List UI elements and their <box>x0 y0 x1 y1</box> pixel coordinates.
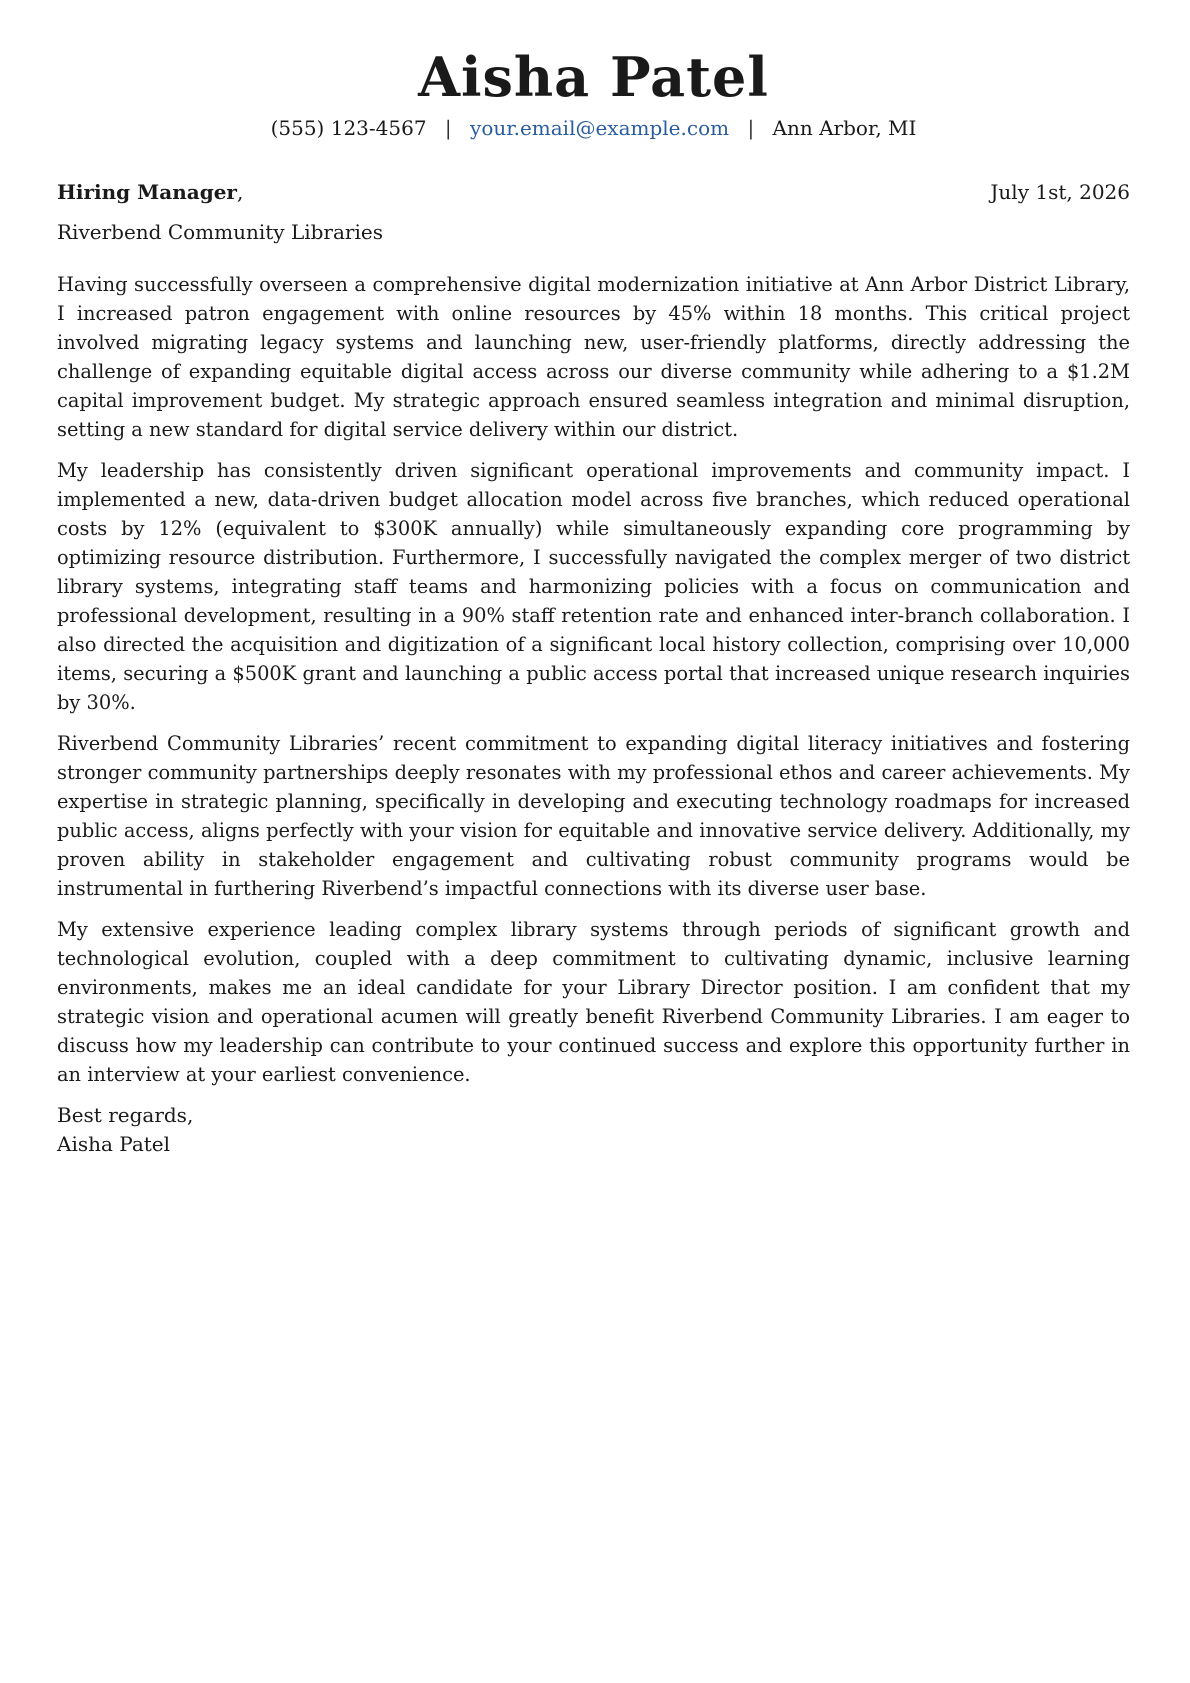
letter-date: July 1st, 2026 <box>990 180 1130 204</box>
recipient-name: Hiring Manager <box>57 180 237 204</box>
recipient-organization: Riverbend Community Libraries <box>57 220 383 244</box>
recipient-line <box>57 178 243 206</box>
body-paragraph: My leadership has consistently driven significant operational improvements and community impact. I implemented a new, data-driven budget allocation model across five branches, which reduced operational costs by 12% (equivalent to $300K annually) while simultaneously expanding core programming by optimizing resource distribution. Furthermore, I successfully navigated the complex merger of two district library systems, integrating staff teams and harmonizing policies with a focus on communication and professional development, resulting in a 90% staff retention rate and enhanced inter-branch collaboration. I also directed the acquisition and digitization of a significant local history collection, comprising over 10,000 items, securing a $500K grant and launching a public access portal that increased unique research inquiries by 30%. <box>57 459 1130 714</box>
recipient-comma: , <box>236 180 244 204</box>
body-paragraph: Having successfully overseen a comprehensive digital modernization initiative at Ann Arbor District Library, I increased patron engagement with online resources by 45% within 18 months. This critical project involved migrating legacy systems and launching new, user-friendly platforms, directly addressing the challenge of expanding equitable digital access across our diverse community while adhering to a $1.2M capital improvement budget. My strategic approach ensured seamless integration and minimal disruption, setting a new standard for digital service delivery within our district. <box>57 273 1130 441</box>
phone-number: (555) 123-4567 <box>270 116 427 140</box>
separator: | <box>444 116 452 140</box>
location: Ann Arbor, MI <box>772 116 917 140</box>
body-paragraph: My extensive experience leading complex library systems through periods of significant growth and technological evolution, coupled with a deep commitment to cultivating dynamic, inclusive learning environments, makes me an ideal candidate for your Library Director position. I am confident that my strategic vision and operational acumen will greatly benefit Riverbend Community Libraries. I am eager to discuss how my leadership can contribute to your continued success and explore this opportunity further in an interview at your earliest convenience. <box>57 918 1130 1086</box>
contact-line <box>57 114 1130 142</box>
closing-salutation: Best regards, <box>57 1103 194 1127</box>
recipient-date-row <box>57 178 1130 206</box>
separator: | <box>747 116 755 140</box>
letter-body <box>57 270 1130 1089</box>
signature-name: Aisha Patel <box>57 1132 171 1156</box>
email-link[interactable]: your.email@example.com <box>470 116 730 140</box>
closing-block <box>57 1101 1130 1159</box>
body-paragraph: Riverbend Community Libraries’ recent commitment to expanding digital literacy initiatives and fostering stronger community partnerships deeply resonates with my professional ethos and career achievements. My expertise in strategic planning, specifically in developing and executing technology roadmaps for increased public access, aligns perfectly with your vision for equitable and innovative service delivery. Additionally, my proven ability in stakeholder engagement and cultivating robust community programs would be instrumental in furthering Riverbend’s impactful connections with its diverse user base. <box>57 732 1130 900</box>
applicant-name: Aisha Patel <box>418 45 769 109</box>
cover-letter-page <box>57 42 1130 1159</box>
